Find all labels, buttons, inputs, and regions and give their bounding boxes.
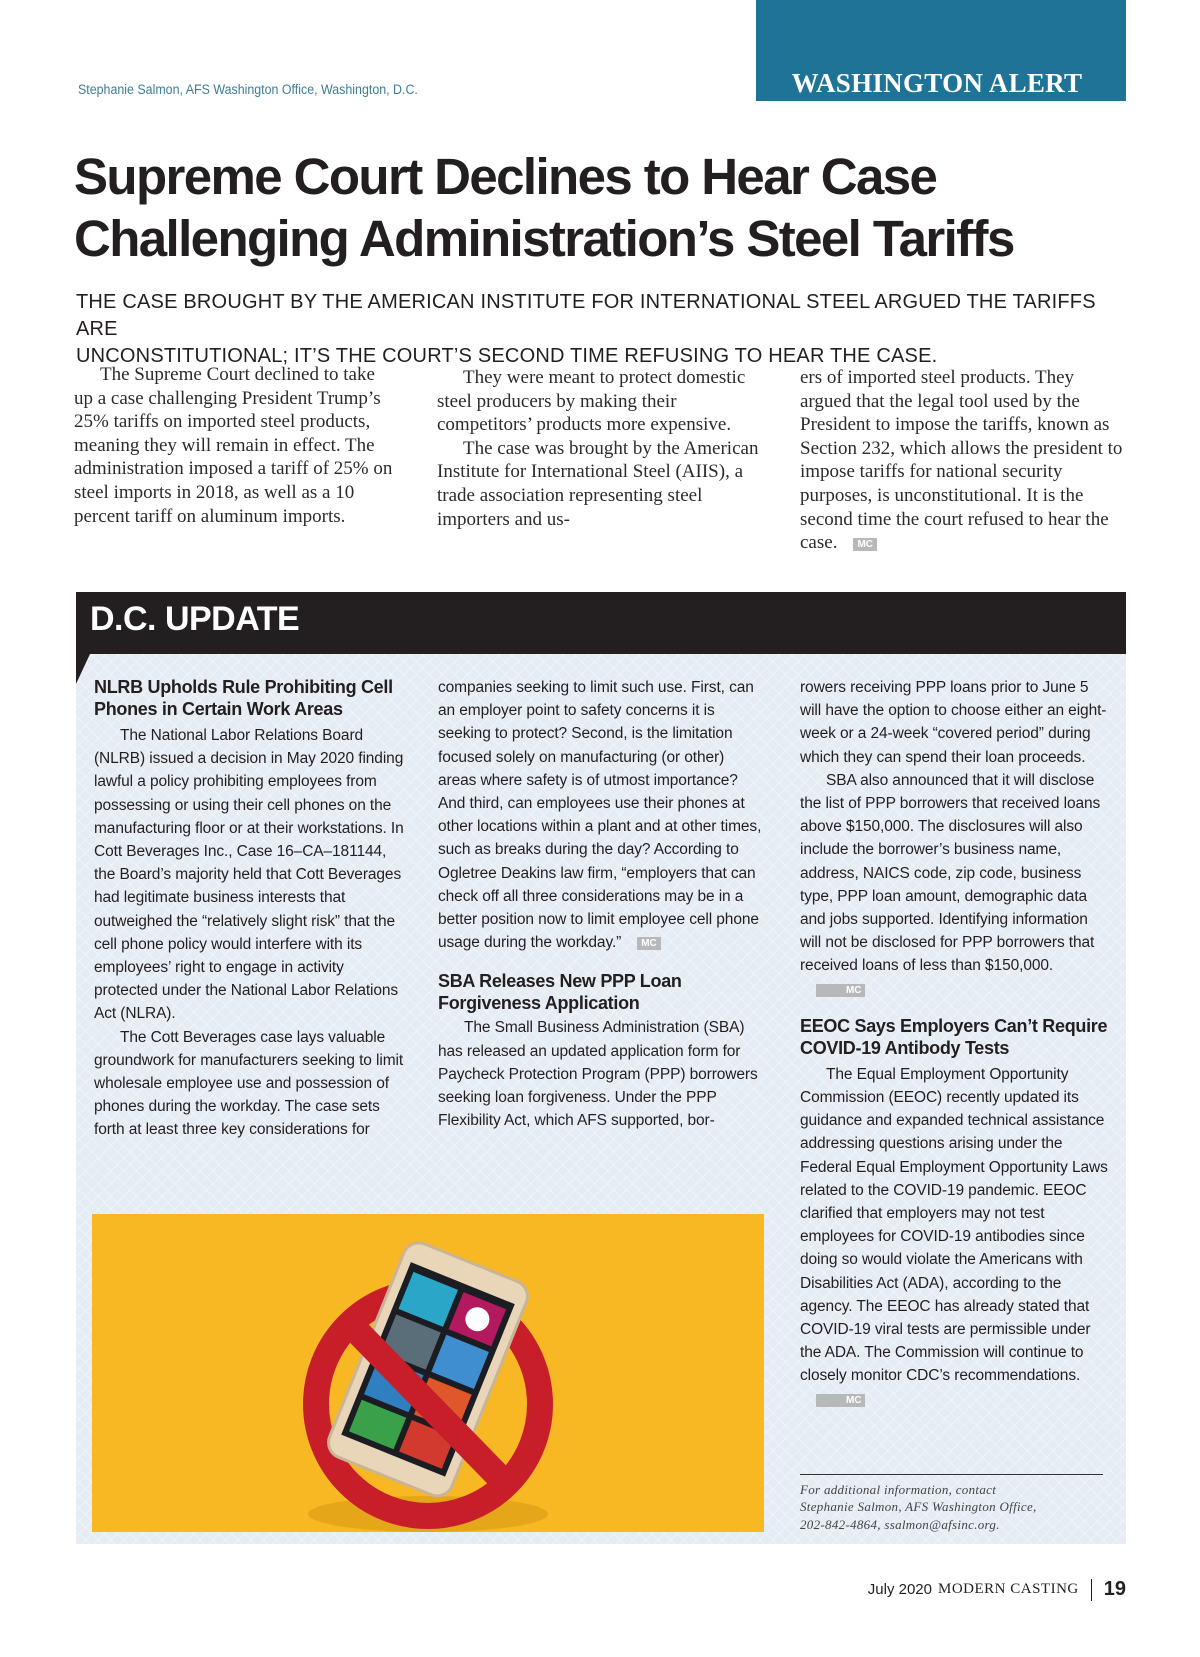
article-column-3	[800, 366, 1126, 555]
nlrb-paragraph-3: companies seeking to limit such use. First, can an employer point to safety concerns it is seeking to protect? Second, is the limitation focused solely on manufacturing (or other) areas where safety is of utmost importance? And third, can employees use their phones at other locations within a plant and at other times, such as breaks during the day? According to Ogletree Deakins law firm, “employers that can check off all three considerations may be in a better position now to limit employee cell phone usage during the workday.” MC	[438, 679, 762, 952]
deck-line-1: THE CASE BROUGHT BY THE AMERICAN INSTITUTE FOR INTERNATIONAL STEEL ARGUED THE TARIFFS ARE	[76, 291, 1096, 340]
contact-line-3: 202-842-4864, ssalmon@afsinc.org.	[800, 1516, 1000, 1532]
contact-line-2: Stephanie Salmon, AFS Washington Office,	[800, 1499, 1037, 1515]
sba-paragraph-2: rowers receiving PPP loans prior to June 5 will have the option to choose either an eight-week or a 24-week “covered period” during which they can spend their loan proceeds.	[800, 679, 1107, 766]
byline: Stephanie Salmon, AFS Washington Office, Washington, D.C.	[78, 82, 418, 97]
article-paragraph: They were meant to protect domestic steel producers by making their competitors’ products more expensive.	[437, 367, 746, 436]
page-footer	[868, 1578, 1126, 1601]
contact-info	[800, 1474, 1103, 1533]
end-mark-icon: MC	[816, 984, 865, 997]
article-paragraph: The Supreme Court declined to take up a case challenging President Trump’s 25% tariffs on imported steel products, meaning they will remain in effect. The administration imposed a tariff of 25% on steel imports in 2018, as well as a 10 percent tariff on aluminum imports.	[74, 364, 393, 527]
section-tag	[756, 0, 1126, 101]
end-mark-icon: MC	[853, 538, 877, 551]
nlrb-paragraph-1: The National Labor Relations Board (NLRB) issued a decision in May 2020 finding lawful a policy prohibiting employees from possessing or using their cell phones on the manufacturing floor or at their workstations. In Cott Beverages Inc., Case 16–CA–181144, the Board’s majority held that Cott Beverages had legitimate business interests that outweighed the “relatively slight risk” that the cell phone policy would interfere with its employees’ right to engage in activity protected under the National Labor Relations Act (NLRA).	[94, 727, 404, 1023]
headline-line-2: Challenging Administration’s Steel Tariffs	[74, 210, 1014, 267]
footer-divider	[1091, 1579, 1092, 1601]
article-deck	[76, 289, 1136, 370]
no-phone-icon	[92, 1214, 764, 1532]
no-phone-illustration	[92, 1214, 764, 1532]
end-mark-icon: MC	[637, 937, 660, 950]
article-headline	[74, 146, 1134, 270]
sba-paragraph-3: SBA also announced that it will disclose the list of PPP borrowers that received loans above $150,000. The disclosures will also include the borrower’s business name, address, NAICS code, zip code, business type, PPP loan amount, demographic data and jobs supported. Identifying information will not be disclosed for PPP borrowers that received loans of less than $150,000.MC	[800, 771, 1101, 996]
banner-notch	[76, 654, 90, 684]
issue-date: July 2020	[867, 1581, 932, 1598]
eeoc-paragraph-1: The Equal Employment Opportunity Commission (EEOC) recently updated its guidance and expanded technical assistance addressing questions arising under the Federal Equal Employment Opportunity Laws related to the COVID-19 pandemic. EEOC clarified that employers may not test employees for COVID-19 antibodies since doing so would violate the Americans with Disabilities Act (ADA), according to the agency. The EEOC has already stated that COVID-19 viral tests are permissible under the ADA. The Commission will continue to closely monitor CDC’s recommendations.MC	[800, 1065, 1108, 1406]
eeoc-heading: EEOC Says Employers Can’t Require COVID-19 Antibody Tests	[800, 1015, 1108, 1058]
article-paragraph: The case was brought by the American Institute for International Steel (AIIS), a trade association representing steel importers and us-	[437, 437, 759, 530]
page-number: 19	[1103, 1578, 1126, 1600]
section-tag-label: WASHINGTON ALERT	[791, 68, 1083, 98]
end-mark-icon: MC	[816, 1394, 865, 1407]
dc-column-3	[800, 676, 1110, 1411]
article-paragraph: ers of imported steel products. They argued that the legal tool used by the President to impose the tariffs, known as Section 232, which allows the president to impose tariffs for national security purposes, is unconstitutional. It is the second time the court refused to hear the case. MC	[800, 367, 1123, 554]
nlrb-paragraph-2: The Cott Beverages case lays valuable groundwork for manufacturers seeking to limit wholesale employee use and possession of phones during the workday. The case sets forth at least three key considerations for	[94, 1028, 404, 1139]
dc-column-2	[438, 676, 764, 1132]
deck-line-2: UNCONSTITUTIONAL; IT’S THE COURT’S SECOND TIME REFUSING TO HEAR THE CASE.	[76, 345, 938, 367]
dc-update-banner	[76, 592, 1126, 654]
magazine-name: MODERN CASTING	[937, 1581, 1079, 1597]
sba-paragraph-1: The Small Business Administration (SBA) has released an updated application form for Paycheck Protection Program (PPP) borrowers seeking loan forgiveness. Under the PPP Flexibility Act, which AFS supported, bor-	[438, 1019, 758, 1130]
dc-column-1	[94, 676, 406, 1142]
contact-line-1: For additional information, contact	[800, 1482, 997, 1497]
nlrb-heading: NLRB Upholds Rule Prohibiting Cell Phones in Certain Work Areas	[94, 677, 393, 719]
article-column-1	[74, 363, 396, 528]
sba-heading: SBA Releases New PPP Loan Forgiveness Application	[438, 971, 682, 1014]
dc-update-title: D.C. UPDATE	[90, 600, 300, 638]
headline-line-1: Supreme Court Declines to Hear Case	[74, 148, 937, 205]
article-column-2	[437, 366, 759, 531]
